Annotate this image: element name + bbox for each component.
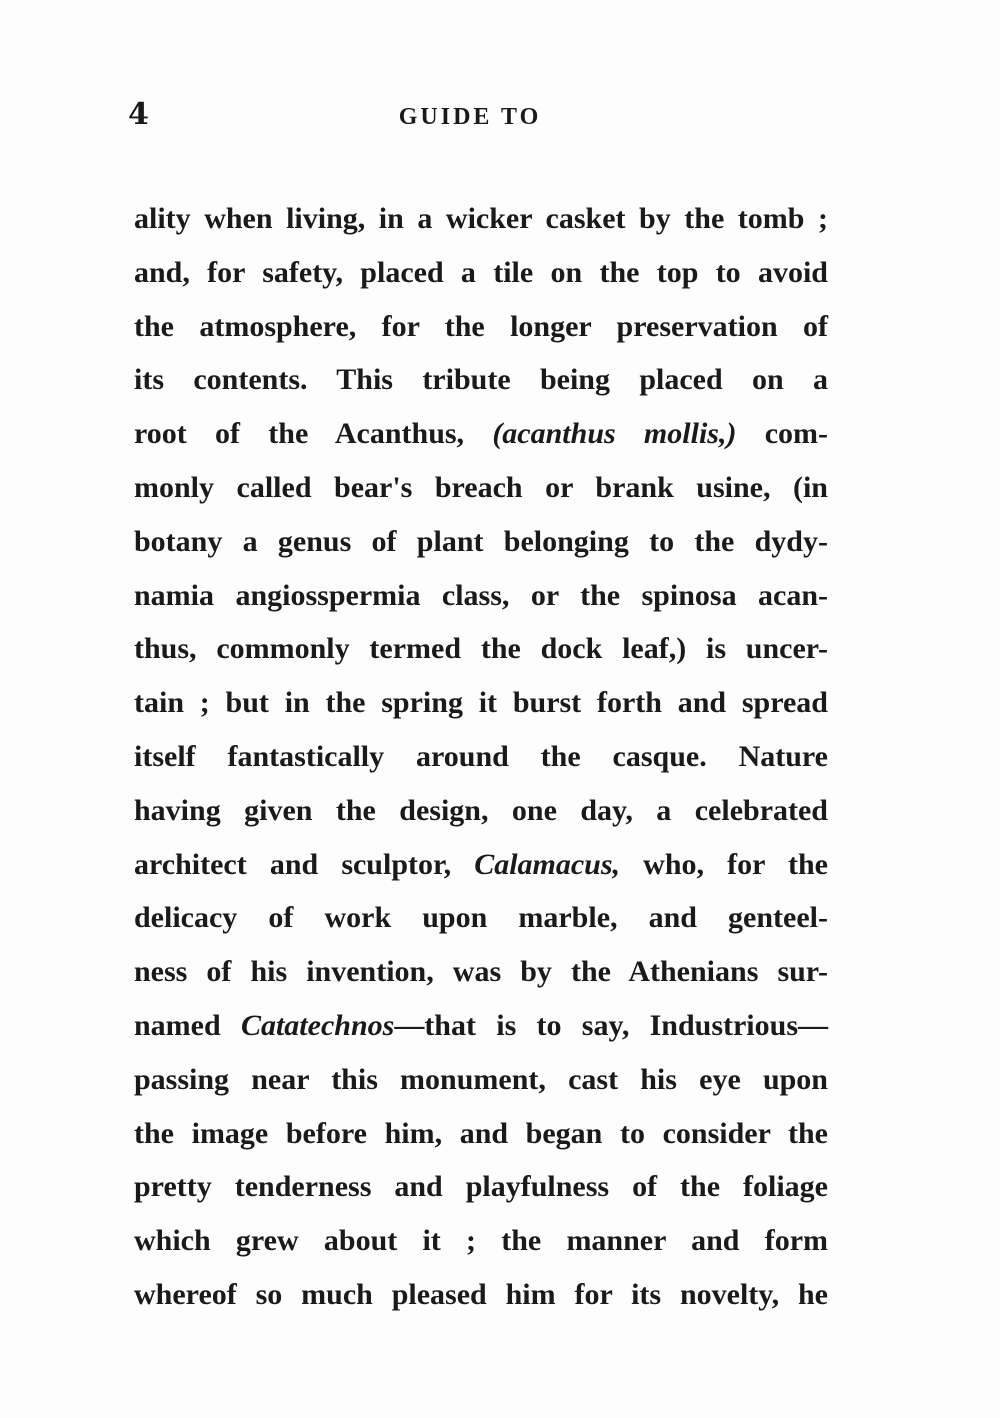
text-line: its contents. This tribute being placed on a <box>134 363 828 397</box>
text-line: ality when living, in a wicker casket by the tomb ; <box>134 202 828 235</box>
latin-name: (acanthus mollis,) <box>492 417 737 451</box>
text-line: the image before him, and began to consider the <box>134 1116 828 1150</box>
text-line: named Catatechnos—that is to say, Industrious— <box>134 1008 828 1042</box>
text-line: monly called bear's breach or brank usine, (in <box>134 470 828 504</box>
sculptor-name: Calamacus, <box>474 847 621 881</box>
text-line: thus, commonly termed the dock leaf,) is uncer- <box>134 632 828 666</box>
page-number: 4 <box>128 97 149 132</box>
text-line: ness of his invention, was by the Athenians sur- <box>134 955 828 989</box>
text-line: having given the design, one day, a celebrated <box>134 793 828 827</box>
text-line: passing near this monument, cast his eye upon <box>134 1062 828 1096</box>
text-line: which grew about it ; the manner and form <box>134 1224 828 1258</box>
text-line: tain ; but in the spring it burst forth and spread <box>134 686 828 720</box>
text-line: and, for safety, placed a tile on the top to avoid <box>134 255 828 289</box>
surname: Catatechnos <box>240 1008 395 1042</box>
text-line: botany a genus of plant belonging to the dydy- <box>134 524 828 558</box>
body-text <box>134 192 828 1322</box>
text-line: architect and sculptor, Calamacus, who, for the <box>134 847 828 881</box>
text-line: delicacy of work upon marble, and genteel- <box>134 901 828 935</box>
text-line: namia angiosspermia class, or the spinosa acan- <box>134 578 828 612</box>
text-line: whereof so much pleased him for its novelty, he <box>134 1277 828 1311</box>
text-line: itself fantastically around the casque. Nature <box>134 739 828 773</box>
text-line: the atmosphere, for the longer preservation of <box>134 309 828 343</box>
running-head: GUIDE TO <box>398 104 542 130</box>
text-line: pretty tenderness and playfulness of the foliage <box>134 1170 828 1204</box>
text-line: root of the Acanthus, (acanthus mollis,) com- <box>134 417 829 451</box>
